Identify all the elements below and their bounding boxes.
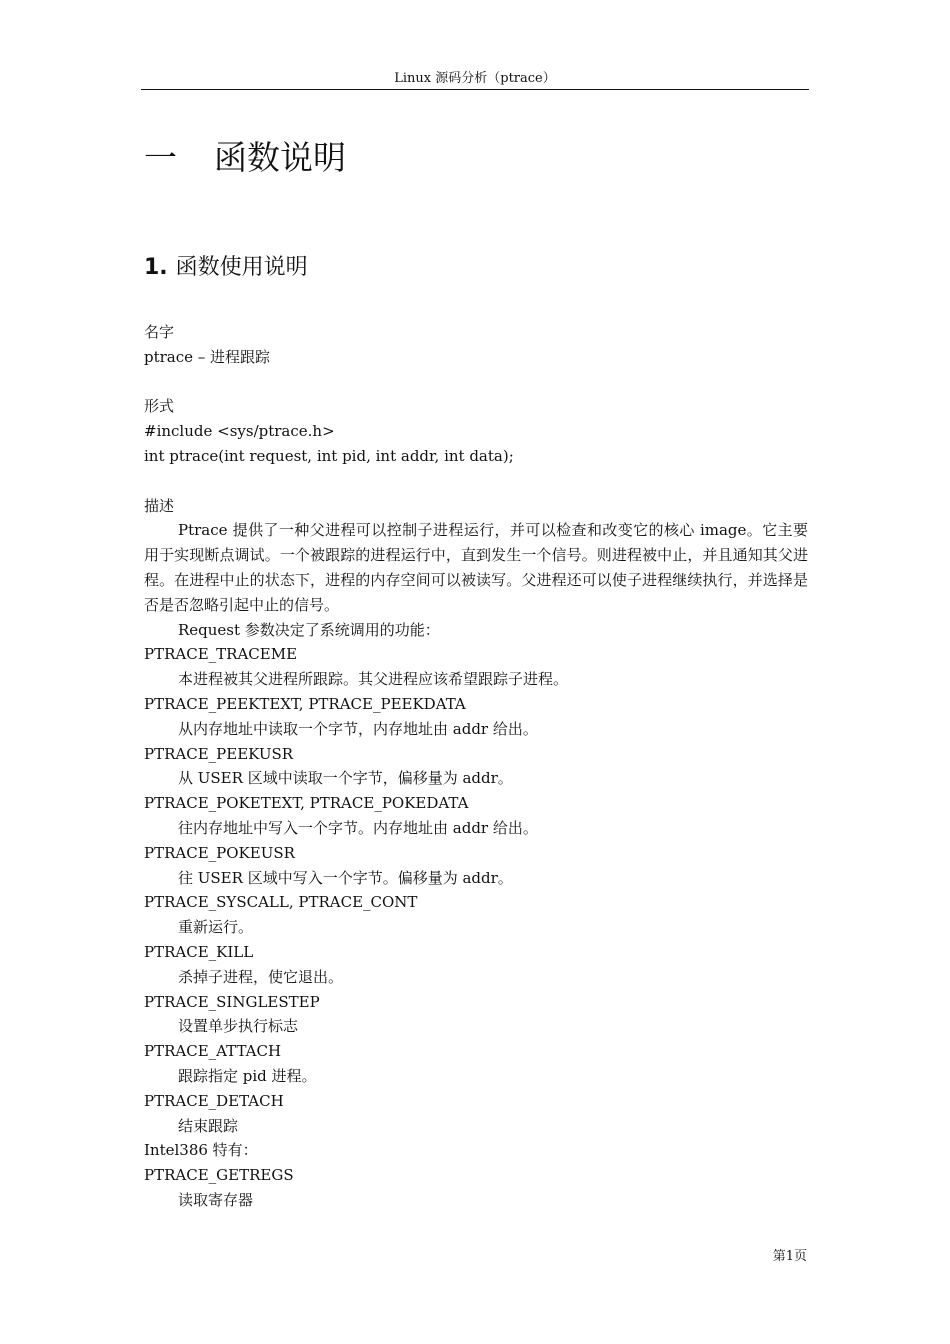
request-description: 往 USER 区域中写入一个字节。偏移量为 addr。 (178, 868, 513, 887)
chapter-heading (144, 136, 346, 180)
request-description: 本进程被其父进程所跟踪。其父进程应该希望跟踪子进程。 (178, 670, 569, 689)
request-name: PTRACE_POKETEXT, PTRACE_POKEDATA (144, 794, 469, 813)
request-name: PTRACE_KILL (144, 942, 254, 961)
name-label: 名字 (144, 323, 175, 341)
page-header: Linux 源码分析（ptrace） (141, 70, 809, 90)
section-number: 1. (144, 255, 168, 280)
request-name: PTRACE_POKEUSR (144, 843, 295, 862)
intel-label: Intel386 特有： (144, 1141, 258, 1160)
request-description: 设置单步执行标志 (178, 1017, 299, 1036)
synopsis-label: 形式 (144, 397, 175, 416)
request-name: PTRACE_PEEKTEXT, PTRACE_PEEKDATA (144, 694, 466, 713)
section-title: 函数使用说明 (175, 255, 308, 280)
document-body (144, 320, 808, 1213)
page-number: 第1页 (772, 1249, 807, 1264)
request-name: PTRACE_PEEKUSR (144, 744, 294, 763)
request-name: PTRACE_SINGLESTEP (144, 992, 320, 1011)
request-description: 重新运行。 (178, 918, 254, 937)
include-line: #include <sys/ptrace.h> (144, 422, 335, 441)
description-paragraph: Ptrace 提供了一种父进程可以控制子进程运行，并可以检查和改变它的核心 image。它主要用于实现断点调试。一个被跟踪的进程运行中，直到发生一个信号。则进程被中止，并且通知其父进程。在进程中止的状态下，进程的内存空间可以被读写。父进程还可以使子进程继续执行，并选择是否是否忽略引起中止的信号。 (144, 521, 808, 614)
request-description: 从内存地址中读取一个字节，内存地址由 addr 给出。 (178, 719, 538, 738)
request-name: PTRACE_DETACH (144, 1091, 284, 1110)
section-heading (144, 252, 308, 284)
prototype-line: int ptrace(int request, int pid, int addr, int data); (144, 446, 514, 465)
request-name: PTRACE_ATTACH (144, 1042, 282, 1061)
request-name: PTRACE_GETREGS (144, 1166, 294, 1185)
request-name: PTRACE_SYSCALL, PTRACE_CONT (144, 893, 418, 912)
request-name: PTRACE_TRACEME (144, 645, 298, 664)
request-description: 从 USER 区域中读取一个字节，偏移量为 addr。 (178, 769, 513, 788)
request-description: 结束跟踪 (178, 1116, 239, 1135)
chapter-title: 函数说明 (214, 138, 346, 177)
chapter-number: 一 (144, 138, 177, 177)
request-description: 往内存地址中写入一个字节。内存地址由 addr 给出。 (178, 818, 538, 837)
name-value: ptrace – 进程跟踪 (144, 347, 271, 366)
request-intro: Request 参数决定了系统调用的功能： (178, 620, 440, 639)
description-label: 描述 (144, 496, 175, 515)
request-description: 跟踪指定 pid 进程。 (178, 1066, 317, 1085)
request-description: 读取寄存器 (178, 1190, 254, 1209)
request-description: 杀掉子进程，使它退出。 (178, 967, 344, 986)
